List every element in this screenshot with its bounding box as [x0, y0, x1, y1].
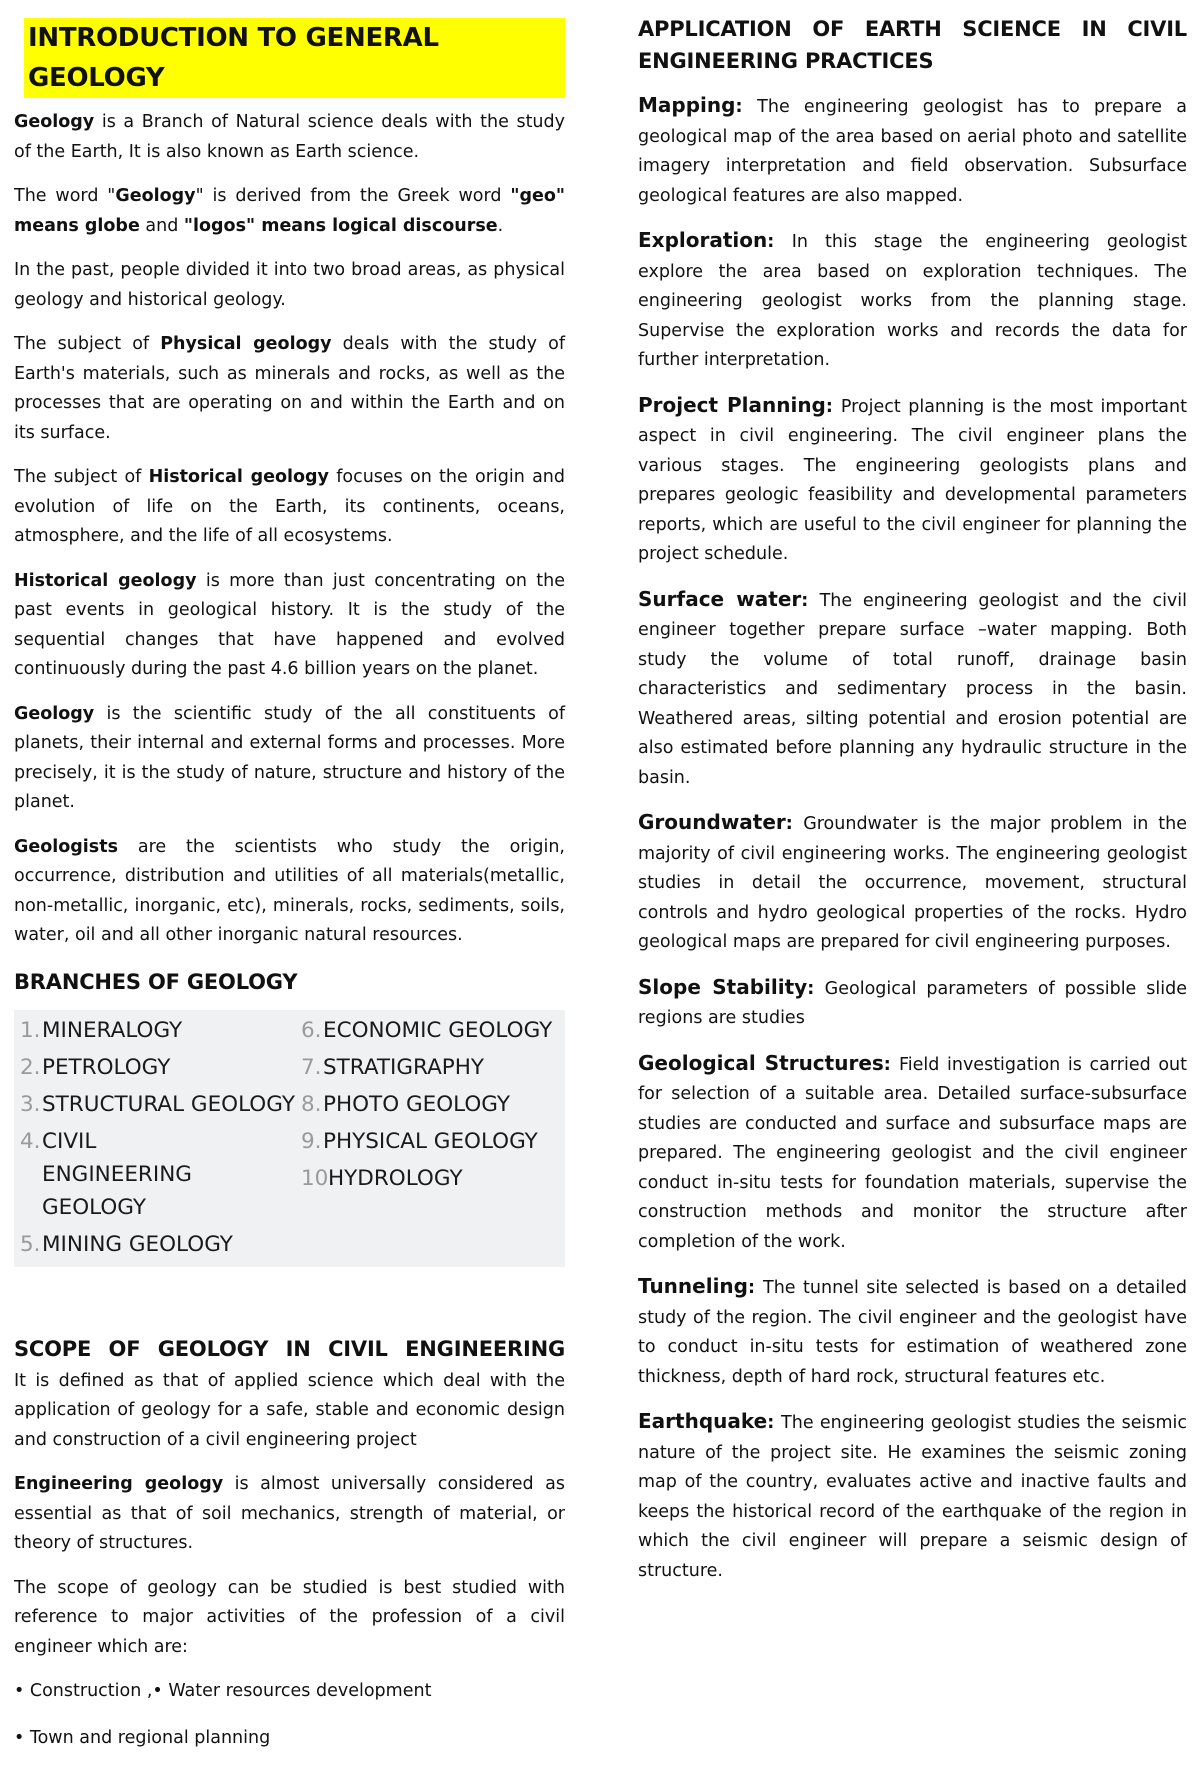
term-geology: Geology	[14, 112, 95, 132]
application-heading: APPLICATION OF EARTH SCIENCE IN CIVIL ENGINEERING PRACTICES	[638, 17, 1187, 73]
paragraph-geology-definition: Geology is a Branch of Natural science deals with the study of the Earth, It is also known as Earth science.	[14, 112, 565, 162]
branches-heading: BRANCHES OF GEOLOGY	[14, 969, 298, 994]
list-item: 9. PHYSICAL GEOLOGY	[301, 1128, 538, 1154]
list-item: 3. STRUCTURAL GEOLOGY	[20, 1091, 295, 1117]
left-column	[14, 10, 565, 1770]
paragraph-scope-activities: The scope of geology can be studied is best studied with reference to major activities of the profession of a civil engineer which are:	[14, 1577, 565, 1657]
branches-list-box	[14, 1010, 565, 1267]
item-mapping: Mapping: The engineering geologist has to prepare a geological map of the area based on aerial photo and satellite imagery interpretation and field observation. Subsurface geological features are also mapped.	[638, 93, 1187, 206]
item-earthquake: Earthquake: The engineering geologist studies the seismic nature of the project site. He examines the seismic zoning map of the country, evaluates active and inactive faults and keeps the historical record of the earthquake of the region in which the civil engineer will prepare a seismic design of structure.	[638, 1409, 1187, 1581]
paragraph-scope-definition: It is defined as that of applied science which deal with the application of geology for a safe, stable and economic design and construction of a civil engineering project	[14, 1370, 565, 1450]
item-slope-stability: Slope Stability: Geological parameters of possible slide regions are studies	[638, 974, 1187, 1028]
paragraph-word-origin: The word "Geology" is derived from the Greek word "geo" means globe and "logos" means logical discourse.	[14, 186, 565, 236]
list-item: 4. CIVIL ENGINEERING GEOLOGY	[20, 1128, 192, 1220]
branches-column-1	[20, 1014, 301, 1265]
item-geological-structures: Geological Structures: Field investigation is carried out for selection of a suitable area. Detailed surface-subsurface studies are conducted and surface and subsurface maps are prepared. The engineering geologist and the civil engineer conduct in-situ tests for foundation materials, supervise the construction methods and monitor the structure after completion of the work.	[638, 1050, 1187, 1252]
bullet-town-planning: • Town and regional planning	[14, 1727, 271, 1748]
page-title: INTRODUCTION TO GENERAL GEOLOGY	[24, 18, 565, 98]
list-item: 8. PHOTO GEOLOGY	[301, 1091, 510, 1117]
paragraph-historical-geology: The subject of Historical geology focuses on the origin and evolution of life on the Earth, its continents, oceans, atmosphere, and the life of all ecosystems.	[14, 467, 565, 546]
item-surface-water: Surface water: The engineering geologist and the civil engineer together prepare surface –water mapping. Both study the volume of total runoff, drainage basin characteristics and sedimentary process in the basin. Weathered areas, silting potential and erosion potential are also estimated before planning any hydraulic structure in the basin.	[638, 586, 1188, 788]
item-project-planning: Project Planning: Project planning is the most important aspect in civil engineering. The civil engineer plans the various stages. The engineering geologists plans and prepares geologic feasibility and developmental parameters reports, which are useful to the civil engineer for planning the project schedule.	[638, 392, 1187, 564]
item-tunneling: Tunneling: The tunnel site selected is based on a detailed study of the region. The civil engineer and the geologist have to conduct in-situ tests for estimation of weathered zone thickness, depth of hard rock, structural features etc.	[638, 1274, 1187, 1387]
branches-column-2	[301, 1014, 565, 1265]
paragraph-physical-geology: The subject of Physical geology deals with the study of Earth's materials, such as minerals and rocks, as well as the processes that are operating on and within the Earth and on its surface.	[14, 334, 565, 443]
paragraph-engineering-geology: Engineering geology is almost universally considered as essential as that of soil mechanics, strength of material, or theory of structures.	[14, 1474, 566, 1553]
right-column	[638, 10, 1187, 1601]
paragraph-geology-scientific-study: Geology is the scientific study of the all constituents of planets, their internal and external forms and processes. More precisely, it is the study of nature, structure and history of the planet.	[14, 703, 565, 812]
list-item: 6. ECONOMIC GEOLOGY	[301, 1017, 553, 1043]
item-exploration: Exploration: In this stage the engineering geologist explore the area based on exploration techniques. The engineering geologist works from the planning stage. Supervise the exploration works and records the data for further interpretation.	[638, 228, 1188, 370]
list-item: 1. MINERALOGY	[20, 1017, 183, 1043]
list-item: 2. PETROLOGY	[20, 1054, 171, 1080]
paragraph-two-areas: In the past, people divided it into two broad areas, as physical geology and historical geology.	[14, 260, 565, 310]
item-groundwater: Groundwater: Groundwater is the major problem in the majority of civil engineering works. The engineering geologist studies in detail the occurrence, movement, structural controls and hydro geological properties of the rocks. Hydro geological maps are prepared for civil engineering purposes.	[638, 810, 1187, 952]
paragraph-historical-geology-more: Historical geology is more than just concentrating on the past events in geological history. It is the study of the sequential changes that have happened and evolved continuously during the past 4.6 billion years on the planet.	[14, 570, 565, 679]
list-item: 10. HYDROLOGY	[301, 1165, 463, 1191]
scope-heading: SCOPE OF GEOLOGY IN CIVIL ENGINEERING	[14, 1336, 565, 1361]
paragraph-geologists: Geologists are the scientists who study the origin, occurrence, distribution and utilities of all materials(metallic, non-metallic, inorganic, etc), minerals, rocks, sediments, soils, water, oil and all other inorganic natural resources.	[14, 836, 565, 945]
list-item: 7. STRATIGRAPHY	[301, 1054, 485, 1080]
list-item: 5. MINING GEOLOGY	[20, 1231, 233, 1257]
bullet-construction: • Construction ,• Water resources development	[14, 1681, 432, 1701]
